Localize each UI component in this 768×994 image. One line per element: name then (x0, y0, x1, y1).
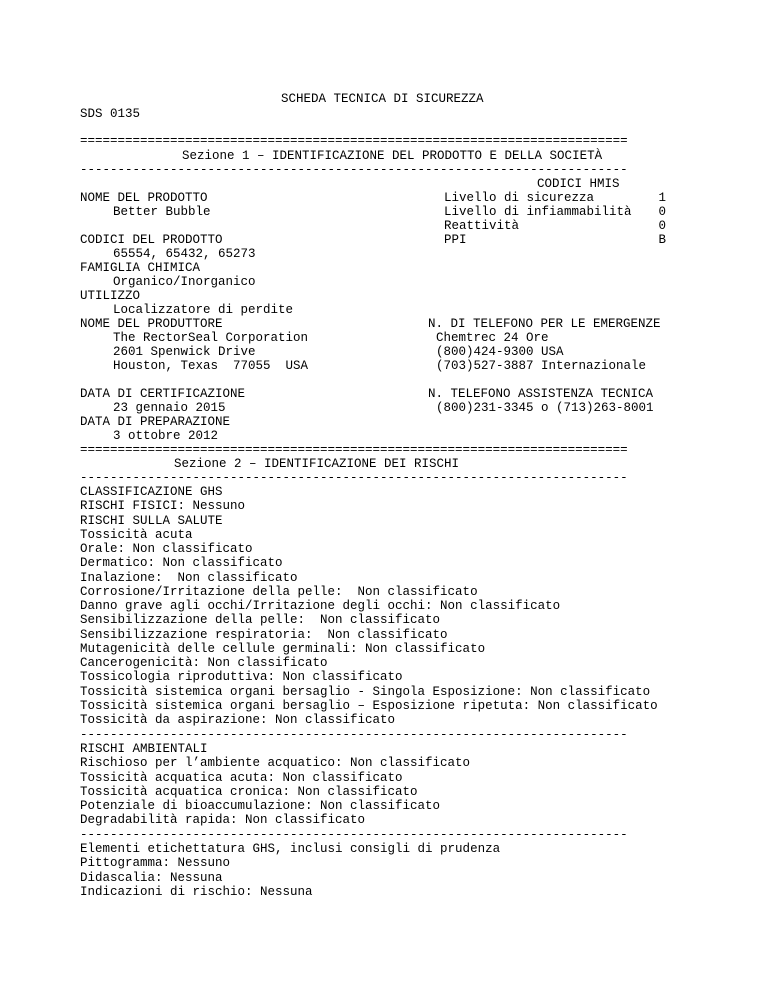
chemical-family: Organico/Inorganico (113, 275, 256, 289)
double-rule: ========================================================================= (80, 134, 628, 148)
env-line: Tossicità acquatica acuta: Non classificato (80, 770, 403, 785)
chemical-family-label: FAMIGLIA CHIMICA (80, 261, 201, 275)
hazard-line: Mutagenicità delle cellule germinali: Non classificato (80, 641, 486, 656)
hazard-line: CLASSIFICAZIONE GHS (80, 485, 223, 499)
label-line: Indicazioni di rischio: Nessuna (80, 884, 313, 899)
single-rule: ------------------------------------------------------------------------- (80, 471, 628, 485)
single-rule: ------------------------------------------------------------------------- (80, 828, 628, 842)
hmis-value: 0 (658, 205, 666, 219)
hazard-line: Inalazione: Non classificato (80, 570, 298, 585)
section2-title: Sezione 2 – IDENTIFICAZIONE DEI RISCHI (174, 457, 460, 471)
hazard-line: RISCHI SULLA SALUTE (80, 513, 223, 528)
emergency-line: Chemtrec 24 Ore (436, 331, 549, 345)
section1-title: Sezione 1 – IDENTIFICAZIONE DEL PRODOTTO E DELLA SOCIETÀ (182, 149, 603, 163)
product-name-label: NOME DEL PRODOTTO (80, 191, 208, 205)
hmis-label: PPI (444, 233, 467, 247)
hazard-line: Tossicologia riproduttiva: Non classificato (80, 670, 403, 685)
product-codes-label: CODICI DEL PRODOTTO (80, 233, 223, 247)
env-line: RISCHI AMBIENTALI (80, 742, 208, 756)
hmis-label: Livello di sicurezza (444, 191, 595, 205)
ghs-label-block (80, 842, 500, 899)
prep-date-label: DATA DI PREPARAZIONE (80, 415, 231, 429)
health-hazards-block (80, 485, 658, 727)
manufacturer-label: NOME DEL PRODUTTORE (80, 317, 223, 331)
tech-support-label: N. TELEFONO ASSISTENZA TECNICA (428, 387, 654, 401)
hmis-title: CODICI HMIS (537, 177, 620, 191)
hmis-value: 1 (658, 191, 666, 205)
hmis-value: B (658, 233, 666, 247)
hazard-line: RISCHI FISICI: Nessuno (80, 499, 246, 514)
emergency-line: (703)527-3887 Internazionale (436, 359, 647, 373)
prep-date: 3 ottobre 2012 (113, 429, 219, 443)
manufacturer-line: 2601 Spenwick Drive (113, 345, 256, 359)
env-line: Potenziale di bioaccumulazione: Non classificato (80, 799, 441, 813)
cert-date-label: DATA DI CERTIFICAZIONE (80, 387, 246, 401)
use-label: UTILIZZO (80, 289, 141, 303)
single-rule: ------------------------------------------------------------------------- (80, 728, 628, 742)
cert-date: 23 gennaio 2015 (113, 401, 226, 415)
hazard-line: Dermatico: Non classificato (80, 556, 283, 571)
tech-support-phone: (800)231-3345 o (713)263-8001 (436, 401, 654, 415)
label-line: Didascalia: Nessuna (80, 870, 223, 885)
hazard-line: Cancerogenicità: Non classificato (80, 656, 328, 670)
product-codes: 65554, 65432, 65273 (113, 247, 256, 261)
environmental-hazards-block (80, 742, 470, 828)
hazard-line: Tossicità sistemica organi bersaglio – Esposizione ripetuta: Non classificato (80, 698, 658, 713)
emergency-label: N. DI TELEFONO PER LE EMERGENZE (428, 317, 661, 331)
sds-number: SDS 0135 (80, 107, 141, 121)
hmis-label: Livello di infiammabilità (444, 205, 632, 219)
hazard-line: Tossicità acuta (80, 527, 193, 542)
hazard-line: Danno grave agli occhi/Irritazione degli occhi: Non classificato (80, 599, 561, 613)
hazard-line: Sensibilizzazione della pelle: Non classificato (80, 613, 441, 628)
use-value: Localizzatore di perdite (113, 303, 294, 317)
document-title: SCHEDA TECNICA DI SICUREZZA (281, 92, 484, 106)
hazard-line: Orale: Non classificato (80, 542, 253, 556)
hazard-line: Sensibilizzazione respiratoria: Non classificato (80, 627, 448, 642)
hazard-line: Tossicità sistemica organi bersaglio - Singola Esposizione: Non classificato (80, 684, 651, 699)
env-line: Rischioso per l’ambiente acquatico: Non classificato (80, 756, 471, 771)
manufacturer-line: The RectorSeal Corporation (113, 331, 309, 345)
hmis-value: 0 (658, 219, 666, 233)
hazard-line: Corrosione/Irritazione della pelle: Non classificato (80, 584, 478, 599)
product-name: Better Bubble (113, 205, 211, 219)
manufacturer-line: Houston, Texas 77055 USA (113, 359, 309, 373)
double-rule: ========================================================================= (80, 443, 628, 457)
env-line: Tossicità acquatica cronica: Non classificato (80, 784, 418, 799)
hmis-label: Reattività (444, 219, 520, 233)
label-line: Pittogramma: Nessuno (80, 856, 231, 871)
hazard-line: Tossicità da aspirazione: Non classificato (80, 713, 396, 727)
single-rule: ------------------------------------------------------------------------- (80, 163, 628, 177)
env-line: Degradabilità rapida: Non classificato (80, 813, 366, 828)
label-line: Elementi etichettatura GHS, inclusi consigli di prudenza (80, 842, 501, 856)
emergency-line: (800)424-9300 USA (436, 345, 564, 359)
